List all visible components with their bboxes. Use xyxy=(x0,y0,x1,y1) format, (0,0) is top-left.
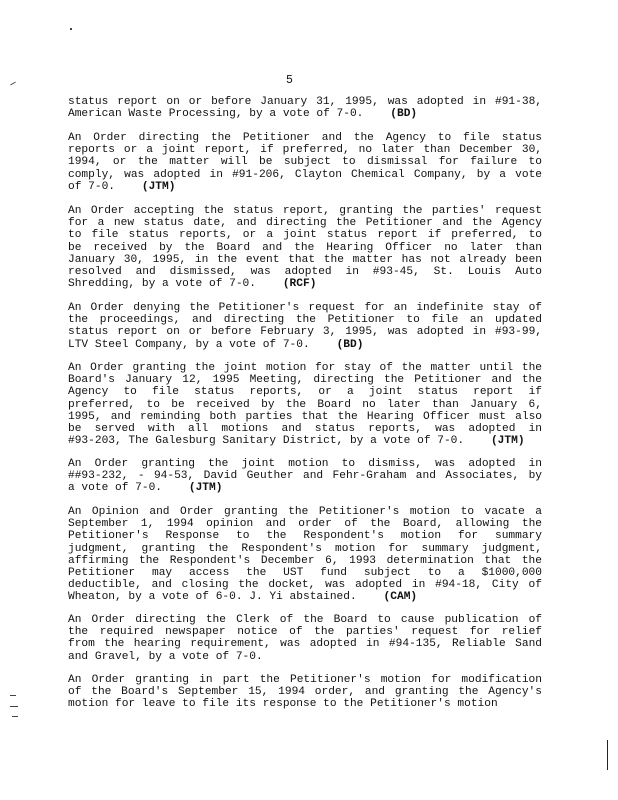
paragraph-line: Petitioner's Response to the Respondent's motion for summary xyxy=(68,530,542,543)
paragraph xyxy=(68,302,542,351)
paragraph xyxy=(68,506,542,604)
paragraph-line: An Order directing the Clerk of the Board to cause publication of xyxy=(68,614,542,626)
author-initials: (BD) xyxy=(390,108,418,121)
paragraph-line: 1995, and reminding both parties that the Hearing Officer must also xyxy=(68,410,542,423)
paragraph-line: September 1, 1994 opinion and order of the Board, allowing the xyxy=(68,518,542,531)
paragraph-line: Agency to file status reports, or a joint status report if xyxy=(68,386,542,399)
paragraph-line: preferred, to be received by the Board no later than January 6, xyxy=(68,398,542,411)
paragraph-line xyxy=(68,591,542,603)
author-initials: (RCF) xyxy=(282,278,317,291)
paragraph-line: comply, was adopted in #91-206, Clayton Chemical Company, by a vote xyxy=(68,168,542,181)
paragraph-line: An Order granting the joint motion to dismiss, was adopted in xyxy=(68,458,542,470)
line-text: Shredding, by a vote of 7-0. xyxy=(68,278,256,291)
paragraph-line xyxy=(68,435,542,447)
paragraph-line: An Order granting the joint motion for stay of the matter until the xyxy=(68,362,542,374)
scan-mark xyxy=(10,706,18,707)
paragraph-line: deductible, and closing the docket, was adopted in #94-18, City of xyxy=(68,579,542,592)
author-initials: (JTM) xyxy=(188,482,223,495)
paragraph-line: affirming the Respondent's December 6, 1993 determination that the xyxy=(68,554,542,567)
paragraph-line: motion for leave to file its response to the Petitioner's motion xyxy=(68,698,498,711)
line-text: a vote of 7-0. xyxy=(68,482,162,495)
paragraph-line: the required newspaper notice of the parties' request for relief xyxy=(68,626,542,639)
author-initials: (JTM) xyxy=(141,180,176,193)
paragraph-line: An Opinion and Order granting the Petitioner's motion to vacate a xyxy=(68,506,542,518)
line-text: #93-203, The Galesburg Sanitary District, by a vote of 7-0. xyxy=(68,435,465,448)
paragraph-line: judgment, granting the Respondent's motion for summary judgment, xyxy=(68,542,542,555)
paragraph xyxy=(68,132,542,193)
paragraph xyxy=(68,674,542,711)
paragraph xyxy=(68,362,542,447)
paragraph xyxy=(68,205,542,290)
paragraph-line: An Order accepting the status report, granting the parties' request xyxy=(68,205,542,217)
scan-mark xyxy=(70,28,72,30)
paragraph xyxy=(68,458,542,495)
paragraph-line xyxy=(68,278,542,290)
paragraph-line: be served with all motions and status reports, was adopted in xyxy=(68,423,542,436)
author-initials: (BD) xyxy=(336,338,364,351)
paragraph-line: for a new status date, and directing the Petitioner and the Agency xyxy=(68,217,542,230)
paragraph-line: Petitioner may access the UST fund subject to a $1000,000 xyxy=(68,567,542,580)
paragraph-line: January 30, 1995, in the event that the matter has not already been xyxy=(68,253,542,266)
paragraph-line: reports or a joint report, if preferred, no later than December 30, xyxy=(68,144,542,157)
scan-mark xyxy=(10,82,16,86)
scan-mark xyxy=(10,695,16,696)
paragraph-line: Board's January 12, 1995 Meeting, directing the Petitioner and the xyxy=(68,374,542,387)
paragraph-line xyxy=(68,339,542,351)
paragraph-line: to file status reports, or a joint status report if preferred, to xyxy=(68,229,542,242)
paragraph xyxy=(68,96,542,120)
author-initials: (JTM) xyxy=(490,435,525,448)
author-initials: (CAM) xyxy=(383,591,418,604)
paragraph-line: An Order directing the Petitioner and the Agency to file status xyxy=(68,132,542,144)
paragraph-line: status report on or before January 31, 1995, was adopted in #91-38, xyxy=(68,96,542,108)
paragraph-line xyxy=(68,181,542,193)
line-text: American Waste Processing, by a vote of 7-0. xyxy=(68,108,364,121)
line-text: LTV Steel Company, by a vote of 7-0. xyxy=(68,338,310,351)
paragraph-line xyxy=(68,482,542,494)
paragraph-line: ##93-232, - 94-53, David Geuther and Fehr-Graham and Associates, by xyxy=(68,470,542,483)
paragraph-line: and Gravel, by a vote of 7-0. xyxy=(68,650,263,663)
line-text: Wheaton, by a vote of 6-0. J. Yi abstained. xyxy=(68,591,357,604)
scan-mark xyxy=(607,740,608,770)
paragraph xyxy=(68,614,542,663)
paragraph-line: An Order granting in part the Petitioner's motion for modification xyxy=(68,674,542,686)
paragraph-line: 1994, or the matter will be subject to dismissal for failure to xyxy=(68,156,542,169)
paragraph-line: the proceedings, and directing the Petitioner to file an updated xyxy=(68,314,542,327)
paragraph-line: of the Board's September 15, 1994 order, and granting the Agency's xyxy=(68,686,542,699)
line-text: of 7-0. xyxy=(68,180,115,193)
paragraph-line: resolved and dismissed, was adopted in #93-45, St. Louis Auto xyxy=(68,266,542,279)
page-number: 5 xyxy=(286,74,293,87)
scan-mark xyxy=(12,716,18,717)
paragraph-line: An Order denying the Petitioner's request for an indefinite stay of xyxy=(68,302,542,314)
paragraph-line: from the hearing requirement, was adopted in #94-135, Reliable Sand xyxy=(68,638,542,651)
paragraph-line xyxy=(68,108,542,120)
paragraph-line: be received by the Board and the Hearing Officer no later than xyxy=(68,241,542,254)
paragraph-line: status report on or before February 3, 1995, was adopted in #93-99, xyxy=(68,326,542,339)
